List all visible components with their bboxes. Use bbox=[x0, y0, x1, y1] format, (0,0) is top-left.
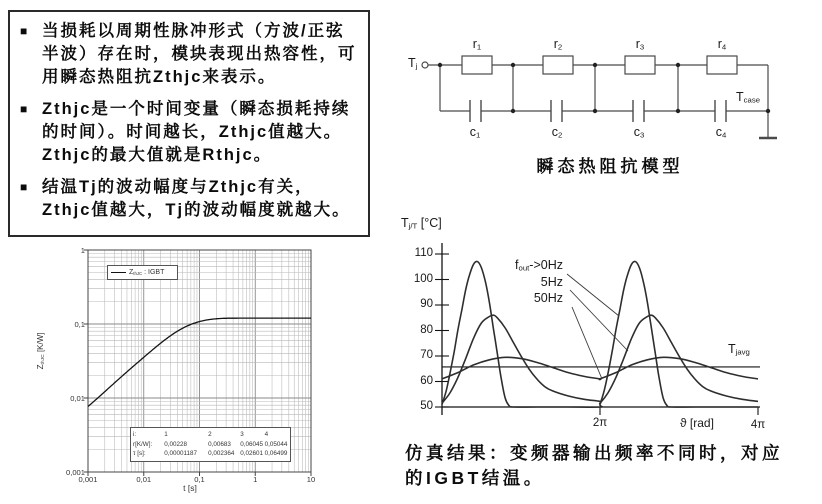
resistor-r3 bbox=[625, 56, 655, 74]
y-tick-label: 50 bbox=[420, 400, 433, 412]
series-50Hz-curve bbox=[442, 357, 758, 379]
resistor-r2 bbox=[543, 56, 573, 74]
y-tick-label: 60 bbox=[420, 374, 433, 387]
ground-icon bbox=[759, 111, 777, 138]
r3-label: $r_3$ bbox=[635, 37, 645, 52]
c2-label: $c_2$ bbox=[551, 125, 563, 140]
x-tick-label: 0,001 bbox=[78, 475, 98, 484]
simulation-caption: 仿真结果：变频器输出频率不同时，对应的IGBT结温。 bbox=[405, 443, 783, 488]
x-tick-label: 2π bbox=[592, 417, 608, 429]
tj-label: $T_j$ bbox=[408, 56, 418, 71]
table-row: τ [s]: 0,00001187 0,002364 0,02601 0,06499 bbox=[133, 450, 288, 457]
zth-legend bbox=[107, 265, 178, 280]
r4-label: $r_4$ bbox=[717, 37, 727, 52]
x-tick-label: 0,1 bbox=[194, 475, 205, 484]
y-tick-label: 1 bbox=[80, 246, 85, 255]
resistor-r1 bbox=[462, 56, 492, 74]
y-tick-label: 70 bbox=[420, 349, 433, 361]
legend-line-icon bbox=[111, 272, 126, 273]
bullet-text: 结温Tj的波动幅度与Zthjc有关，Zthjc值越大，Tj的波动幅度就越大。 bbox=[42, 178, 351, 219]
c3-label: $c_3$ bbox=[633, 125, 645, 140]
annotation-label: $f_{out}->0Hz$ bbox=[515, 258, 563, 273]
y-tick-label: 0,001 bbox=[65, 468, 85, 477]
bullet-icon: ■ bbox=[20, 102, 28, 116]
y-tick-label: 0,1 bbox=[74, 320, 85, 329]
bullet-text: Zthjc是一个时间变量（瞬态损耗持续的时间）。时间越长，Zthjc值越大。Zthjc的最大值就是Rthjc。 bbox=[42, 100, 351, 164]
tcase-label: $T_{case}$ bbox=[736, 90, 761, 105]
zth-y-axis-label: $Z_{thJC}$ [K/W] bbox=[36, 332, 46, 370]
r1-label: $r_1$ bbox=[472, 37, 482, 52]
c1-label: $c_1$ bbox=[469, 125, 481, 140]
foster-parameter-table bbox=[130, 427, 291, 462]
list-item bbox=[20, 98, 358, 167]
zth-chart bbox=[15, 238, 345, 504]
tjavg-label: $T_{javg}$ bbox=[728, 342, 750, 357]
y-tick-label: 110 bbox=[414, 247, 433, 259]
tj-x-axis-label: ϑ [rad] bbox=[680, 416, 714, 430]
y-tick-label: 100 bbox=[413, 272, 433, 285]
y-tick-label: 80 bbox=[420, 323, 433, 336]
y-tick-label: 90 bbox=[420, 298, 433, 310]
x-tick-label: 4π bbox=[750, 419, 766, 431]
list-item bbox=[20, 20, 358, 89]
leader-line-50Hz bbox=[572, 307, 602, 379]
x-tick-label: 0,01 bbox=[136, 475, 152, 484]
bullet-icon: ■ bbox=[20, 180, 28, 194]
list-item bbox=[20, 176, 358, 222]
annotation-label: 5Hz bbox=[540, 275, 563, 289]
notes-panel bbox=[8, 10, 370, 237]
thermal-model-circuit bbox=[410, 18, 815, 168]
bullet-text: 当损耗以周期性脉冲形式（方波/正弦半波）存在时，模块表现出热容性，可用瞬态热阻抗Zthjc来表示。 bbox=[42, 22, 357, 86]
zth-x-axis-label: t [s] bbox=[183, 483, 197, 493]
circuit-caption: 瞬态热阻抗模型 bbox=[536, 157, 684, 176]
bullet-icon: ■ bbox=[20, 24, 28, 38]
resistor-r4 bbox=[707, 56, 737, 74]
tj-chart bbox=[395, 210, 819, 442]
x-tick-label: 10 bbox=[306, 475, 316, 484]
legend-label: $Z_{thJC}$ : IGBT bbox=[129, 269, 165, 276]
c4-label: $c_4$ bbox=[715, 125, 727, 140]
x-tick-label: 1 bbox=[253, 475, 258, 484]
y-tick-label: 0,01 bbox=[70, 394, 85, 403]
r2-label: $r_2$ bbox=[553, 37, 563, 52]
tj-y-axis-label: $T_{j/T}$ [°C] bbox=[401, 216, 442, 231]
tj-chart-canvas bbox=[395, 210, 819, 442]
table-row: r[K/W]: 0,00228 0,00683 0,06045 0,05044 bbox=[133, 440, 288, 448]
annotation-label: 50Hz bbox=[533, 291, 563, 305]
leader-line-5Hz bbox=[570, 290, 628, 351]
table-row: i: 1 2 3 4 bbox=[133, 431, 269, 438]
tj-terminal bbox=[422, 62, 428, 68]
